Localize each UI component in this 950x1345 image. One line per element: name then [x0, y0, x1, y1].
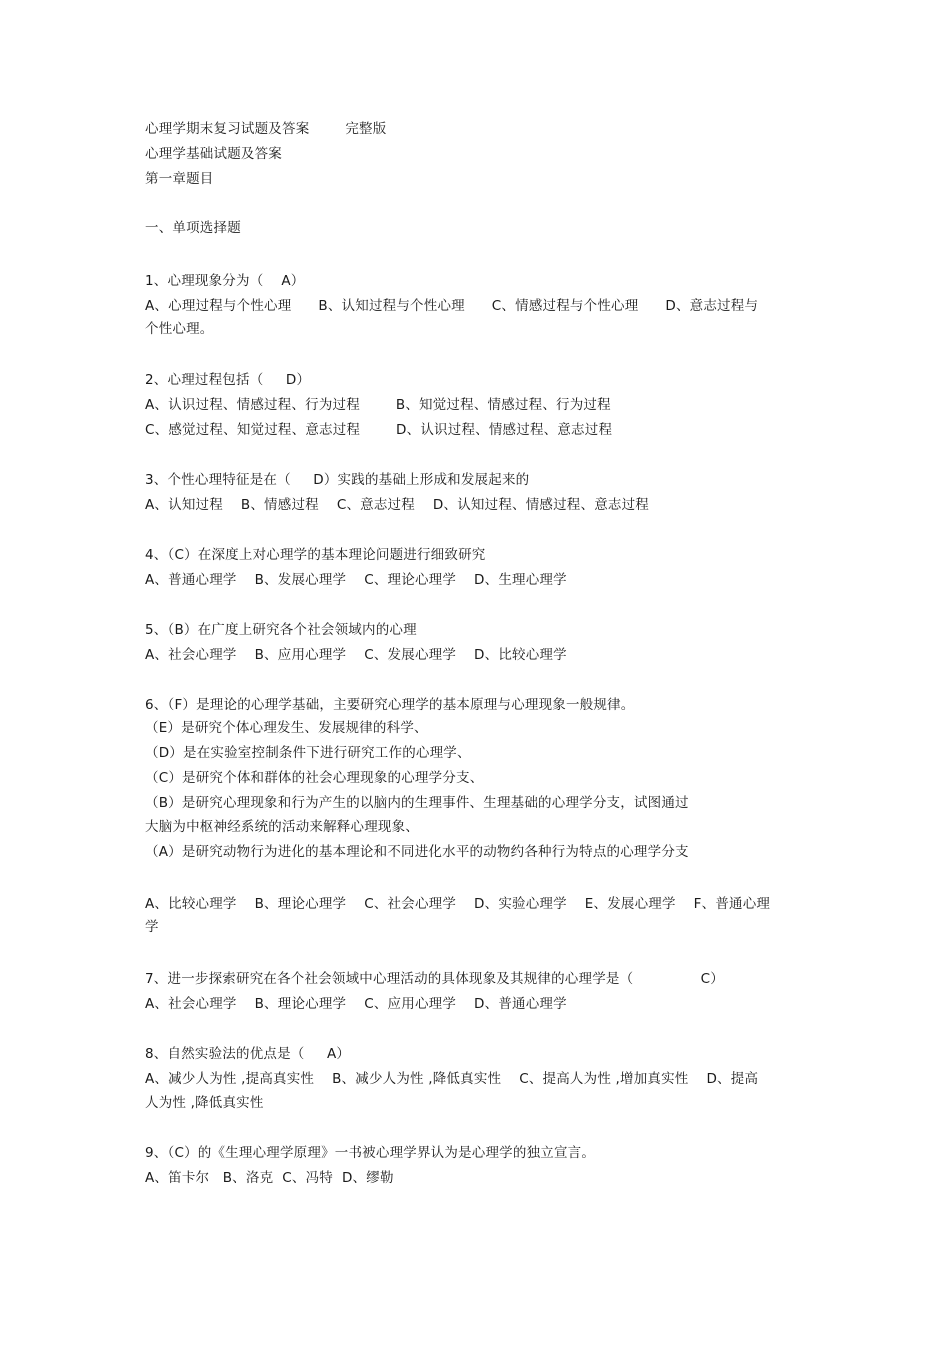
question-9-stem: 9、（C）的《生理心理学原理》一书被心理学界认为是心理学的独立宣言。 — [145, 1145, 596, 1161]
question-2-stem: 2、心理过程包括（ D） — [145, 372, 311, 388]
question-8-options-cont: 人为性 ,降低真实性 — [145, 1095, 264, 1111]
question-1-options-cont: 个性心理。 — [145, 321, 214, 337]
question-5-stem: 5、（B）在广度上研究各个社会领域内的心理 — [145, 622, 417, 638]
chapter-heading: 第一章题目 — [145, 171, 214, 187]
question-1-options: A、心理过程与个性心理 B、认知过程与个性心理 C、情感过程与个性心理 D、意志过程与 — [145, 298, 759, 314]
question-6-item-b: （B）是研究心理现象和行为产生的以脑内的生理事件、生理基础的心理学分支，试图通过 — [145, 795, 689, 811]
question-6-options-cont: 学 — [145, 919, 159, 935]
question-9-options: A、笛卡尔 B、洛克 C、冯特 D、缪勒 — [145, 1170, 394, 1186]
question-3-stem: 3、个性心理特征是在（ D）实践的基础上形成和发展起来的 — [145, 472, 530, 488]
question-6-options: A、比较心理学 B、理论心理学 C、社会心理学 D、实验心理学 E、发展心理学 F、普通心理 — [145, 896, 771, 912]
document-subtitle: 心理学基础试题及答案 — [145, 146, 282, 162]
question-6-item-c: （C）是研究个体和群体的社会心理现象的心理学分支、 — [145, 770, 484, 786]
question-7-stem: 7、进一步探索研究在各个社会领域中心理活动的具体现象及其规律的心理学是（ C） — [145, 971, 724, 987]
question-8-options: A、减少人为性 ,提高真实性 B、减少人为性 ,降低真实性 C、提高人为性 ,增加真实性 D、提高 — [145, 1071, 759, 1087]
question-6-stem: 6、（F）是理论的心理学基础，主要研究心理学的基本原理与心理现象一般规律。 — [145, 697, 635, 713]
question-6-item-b-cont: 大脑为中枢神经系统的活动来解释心理现象、 — [145, 819, 419, 835]
section-heading: 一、单项选择题 — [145, 220, 241, 236]
question-6-item-d: （D）是在实验室控制条件下进行研究工作的心理学、 — [145, 745, 471, 761]
question-7-options: A、社会心理学 B、理论心理学 C、应用心理学 D、普通心理学 — [145, 996, 567, 1012]
question-2-options-row-2: C、感觉过程、知觉过程、意志过程 D、认识过程、情感过程、意志过程 — [145, 422, 613, 438]
question-5-options: A、社会心理学 B、应用心理学 C、发展心理学 D、比较心理学 — [145, 647, 567, 663]
question-8-stem: 8、自然实验法的优点是（ A） — [145, 1046, 351, 1062]
question-4-options: A、普通心理学 B、发展心理学 C、理论心理学 D、生理心理学 — [145, 572, 567, 588]
question-3-options: A、认知过程 B、情感过程 C、意志过程 D、认知过程、情感过程、意志过程 — [145, 497, 650, 513]
question-6-item-e: （E）是研究个体心理发生、发展规律的科学、 — [145, 720, 428, 736]
question-4-stem: 4、（C）在深度上对心理学的基本理论问题进行细致研究 — [145, 547, 486, 563]
question-6-item-a: （A）是研究动物行为进化的基本理论和不同进化水平的动物约各种行为特点的心理学分支 — [145, 844, 689, 860]
document-title: 心理学期末复习试题及答案 完整版 — [145, 121, 387, 137]
question-2-options-row-1: A、认识过程、情感过程、行为过程 B、知觉过程、情感过程、行为过程 — [145, 397, 611, 413]
question-1-stem: 1、心理现象分为（ A） — [145, 273, 305, 289]
